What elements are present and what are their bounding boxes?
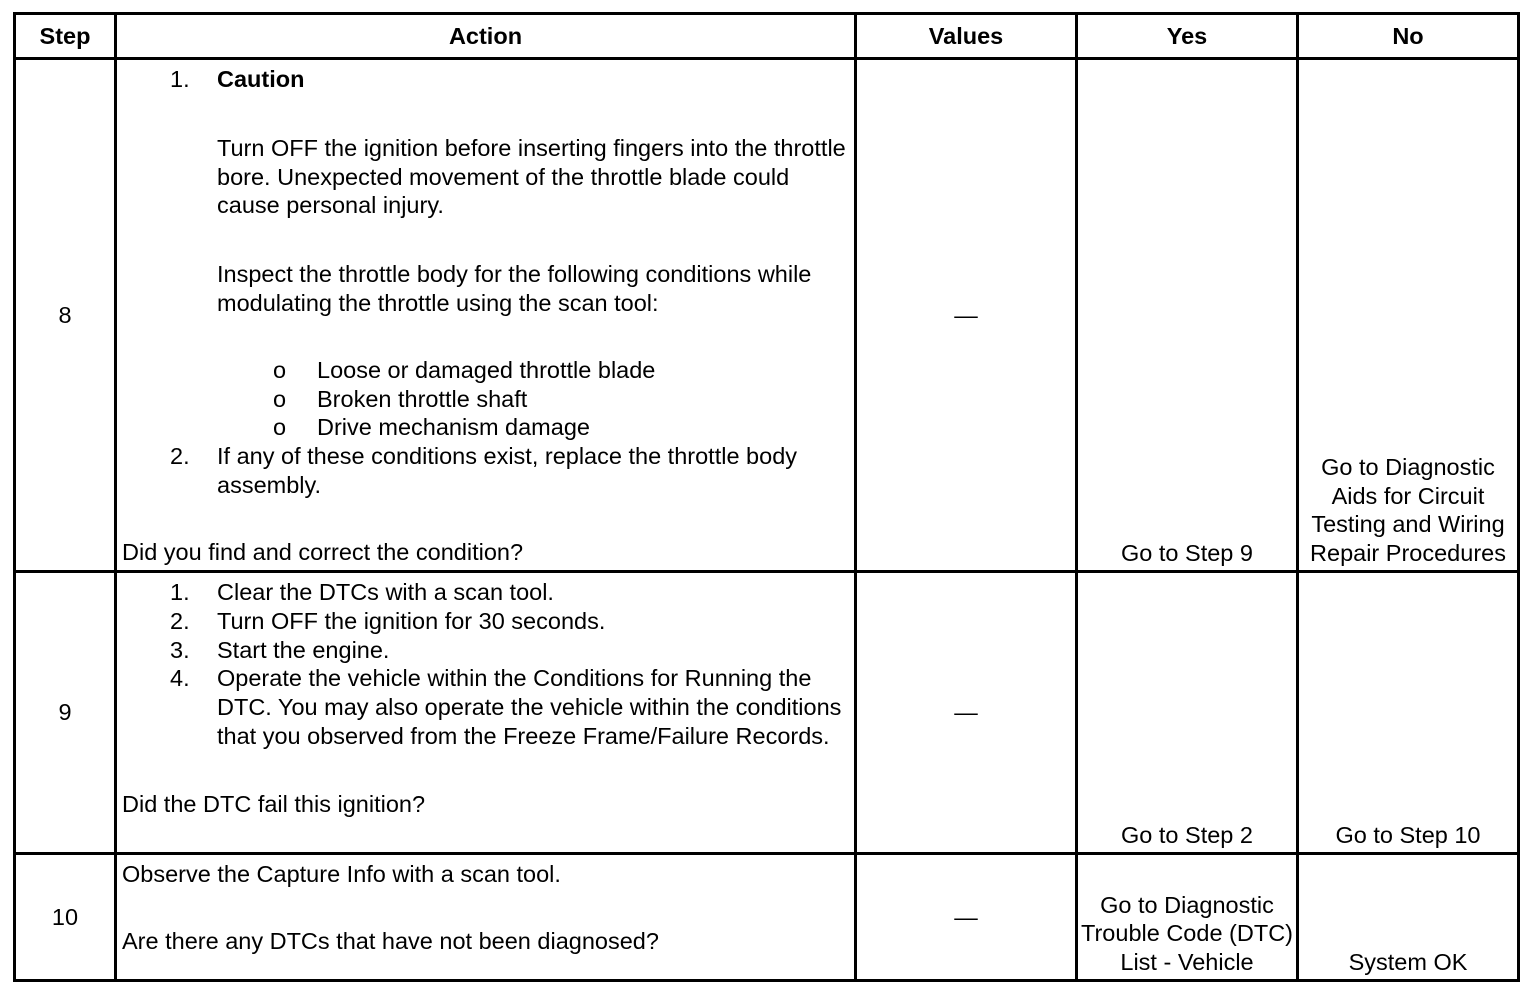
step-number: 10 [15, 854, 116, 981]
item-text: Start the engine. [217, 636, 390, 663]
table-row [15, 854, 1519, 981]
bullet-item [117, 385, 854, 414]
item-number: 3. [170, 636, 190, 663]
bullet-text: Loose or damaged throttle blade [317, 356, 656, 383]
action-cell [116, 59, 856, 572]
header-row [15, 14, 1519, 59]
inspect-text: Inspect the throttle body for the following conditions while modulating the throttle using the scan tool: [217, 261, 812, 316]
action-cell [116, 854, 856, 981]
question-text: Are there any DTCs that have not been diagnosed? [122, 927, 659, 954]
no-cell: Go to Diagnostic Aids for Circuit Testing and Wiring Repair Procedures [1298, 59, 1519, 572]
action-cell [116, 572, 856, 854]
diagnostic-table [13, 12, 1520, 982]
yes-cell: Go to Step 2 [1077, 572, 1298, 854]
bullet-item [117, 356, 854, 385]
question-text: Did you find and correct the condition? [122, 538, 524, 565]
item-number: 1. [170, 579, 190, 605]
action-text: Observe the Capture Info with a scan tool. [122, 861, 561, 887]
list-item [117, 578, 854, 607]
header-values: Values [856, 14, 1077, 59]
caution-text: Turn OFF the ignition before inserting fingers into the throttle bore. Unexpected movement of the throttle blade could cause personal injury. [217, 134, 846, 219]
list-item [117, 442, 854, 500]
header-action: Action [116, 14, 856, 59]
list-item [117, 65, 854, 94]
item-number: 4. [170, 665, 190, 692]
yes-cell: Go to Diagnostic Trouble Code (DTC) List - Vehicle [1077, 854, 1298, 981]
caution-label: Caution [217, 66, 305, 92]
bullet-text: Drive mechanism damage [317, 414, 590, 441]
list-item [117, 607, 854, 636]
list-item [117, 636, 854, 665]
header-no: No [1298, 14, 1519, 59]
values-cell: — [856, 59, 1077, 572]
item-text: Clear the DTCs with a scan tool. [217, 579, 554, 605]
item-text: Turn OFF the ignition for 30 seconds. [217, 607, 606, 634]
bullet-text: Broken throttle shaft [317, 385, 528, 412]
bullet-item [117, 413, 854, 442]
list-item [117, 664, 854, 750]
no-cell: Go to Step 10 [1298, 572, 1519, 854]
values-cell: — [856, 854, 1077, 981]
yes-cell: Go to Step 9 [1077, 59, 1298, 572]
values-cell: — [856, 572, 1077, 854]
table-row [15, 59, 1519, 572]
item-text: Operate the vehicle within the Conditions for Running the DTC. You may also operate the vehicle within the conditions that you observed from the Freeze Frame/Failure Records. [217, 665, 842, 749]
bullet-mark: o [273, 356, 287, 383]
item-number: 2. [170, 607, 190, 634]
header-step: Step [15, 14, 116, 59]
item-number: 2. [170, 443, 190, 470]
header-yes: Yes [1077, 14, 1298, 59]
question-text: Did the DTC fail this ignition? [122, 790, 426, 817]
table-row [15, 572, 1519, 854]
bullet-mark: o [273, 385, 287, 412]
no-cell: System OK [1298, 854, 1519, 981]
item-number: 1. [170, 66, 190, 92]
step-number: 8 [15, 59, 116, 572]
step-number: 9 [15, 572, 116, 854]
bullet-mark: o [273, 414, 287, 441]
item-text: If any of these conditions exist, replace the throttle body assembly. [217, 443, 798, 498]
